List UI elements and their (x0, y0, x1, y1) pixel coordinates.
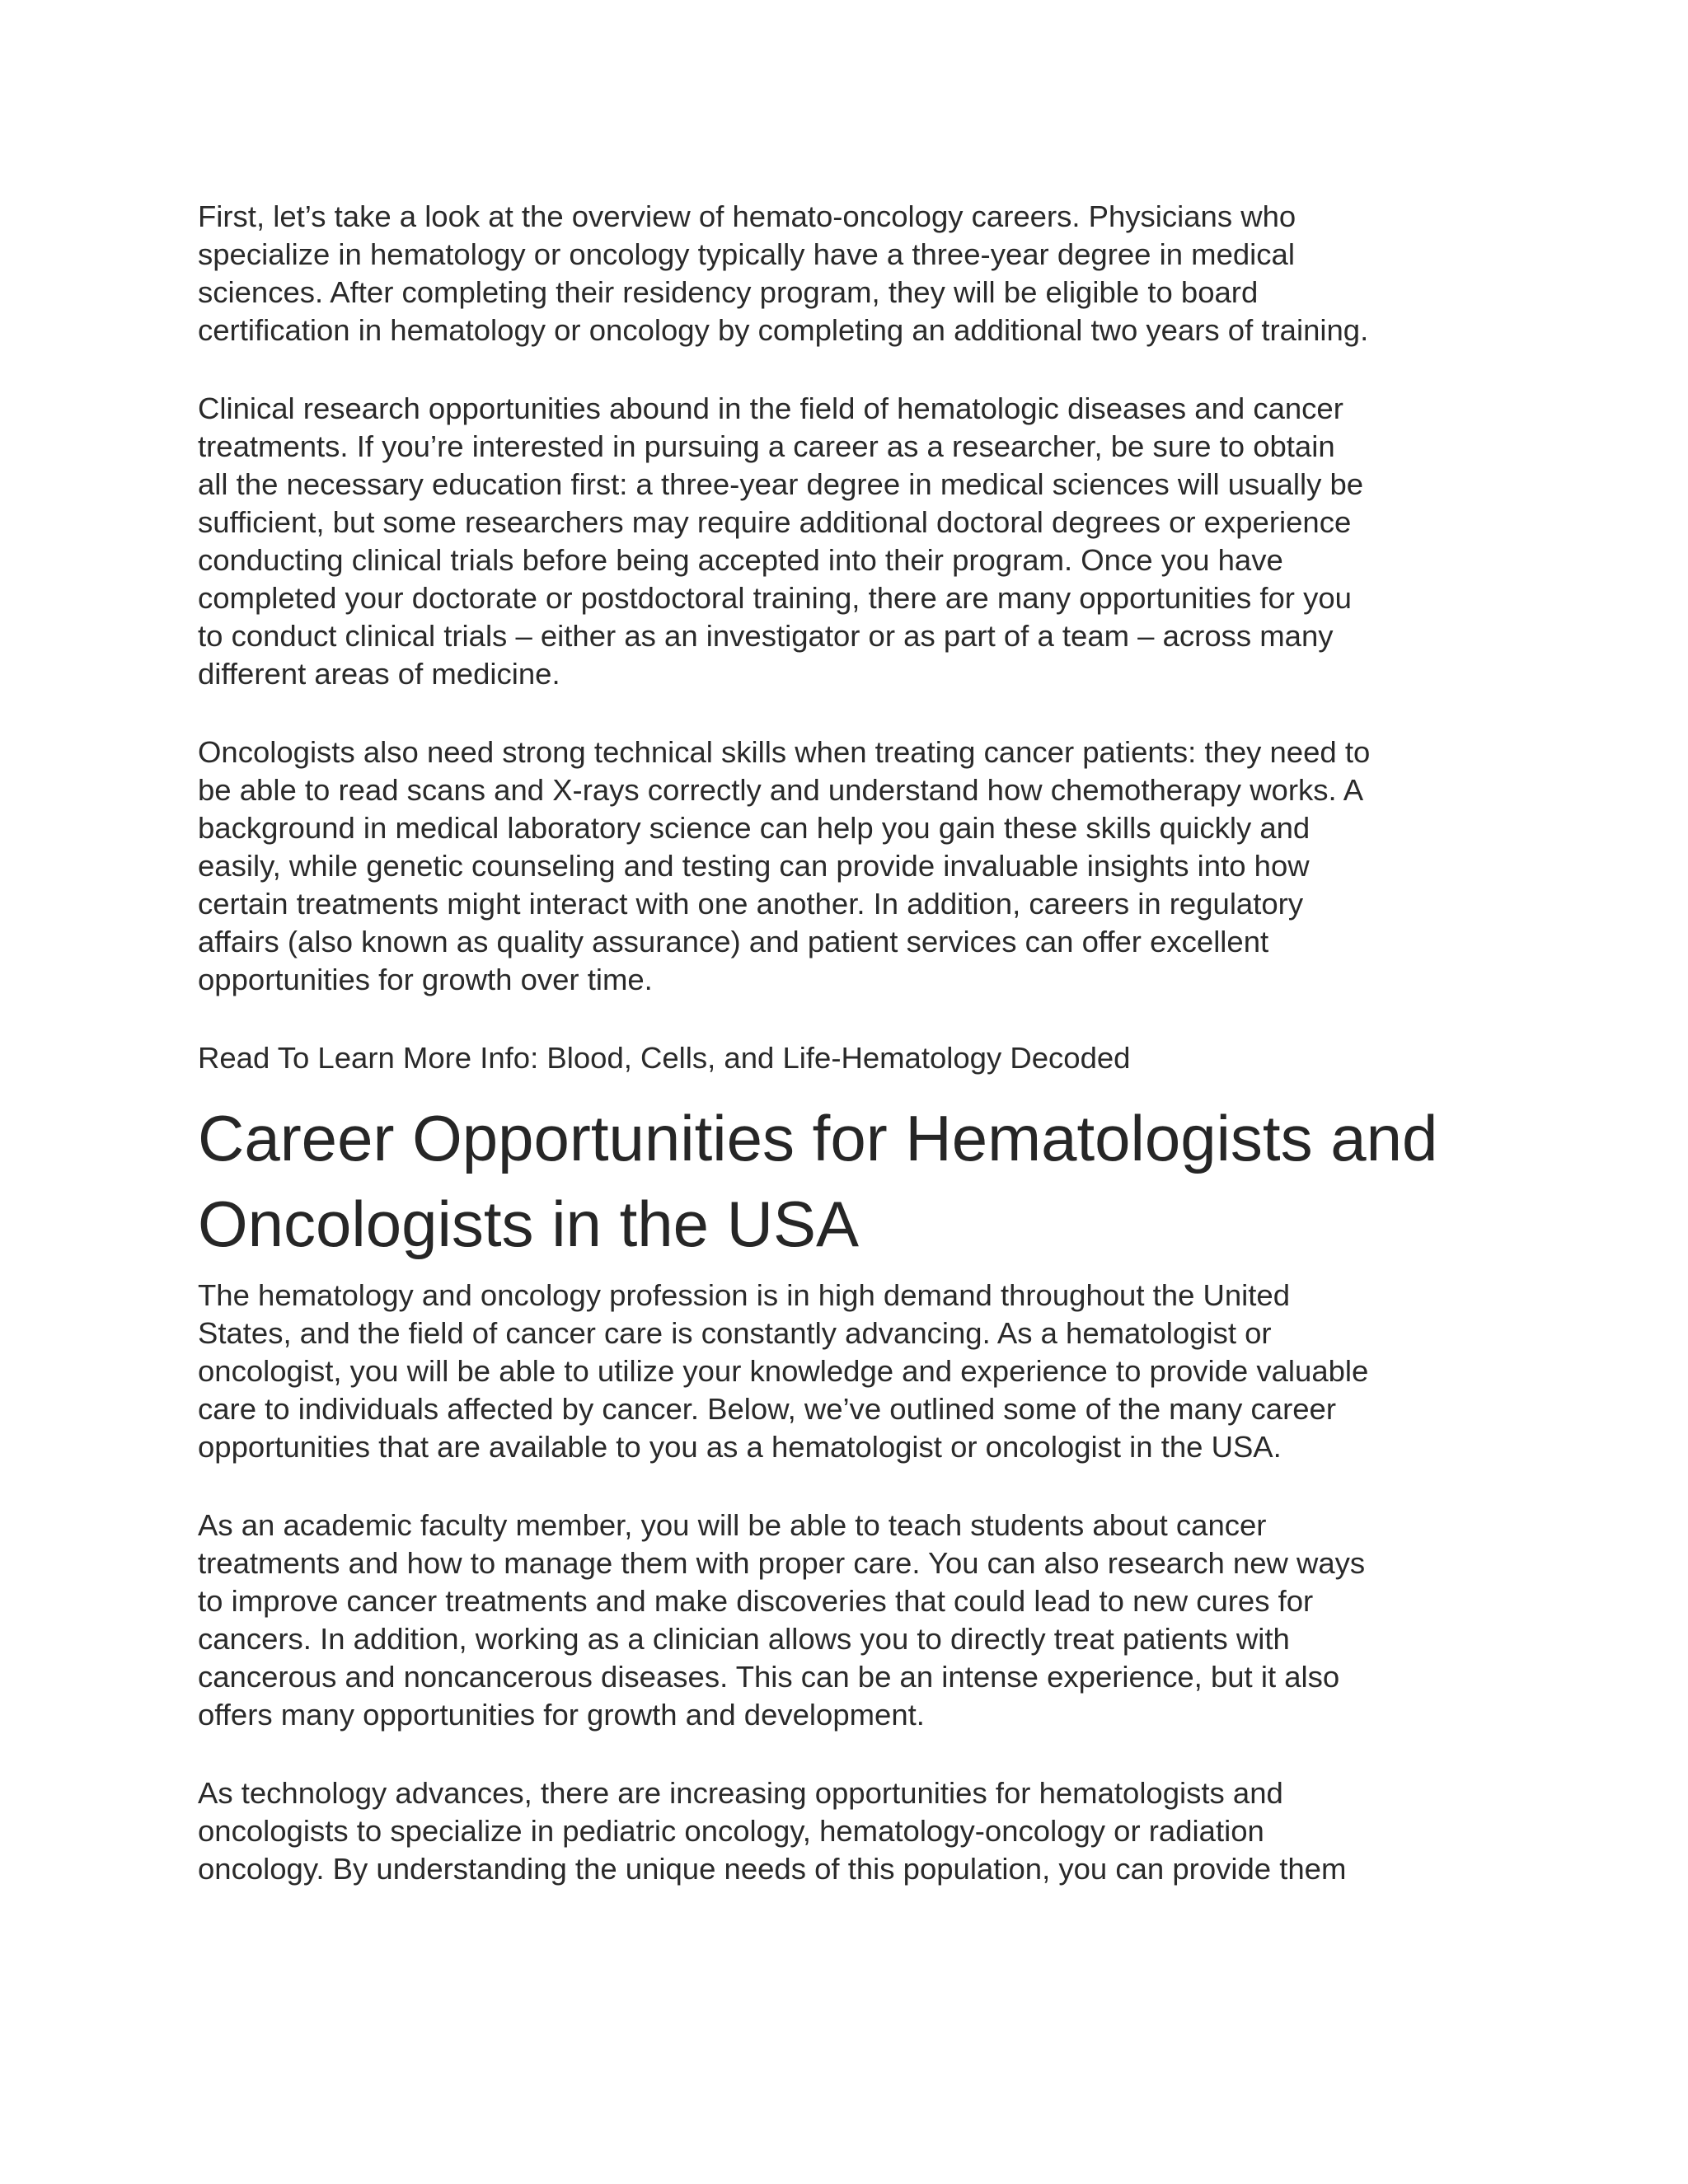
document-page (198, 198, 1500, 1888)
read-more-link[interactable]: Read To Learn More Info: Blood, Cells, and Life-Hematology Decoded (198, 1041, 1131, 1075)
section-heading: Career Opportunities for Hematologists and Oncologists in the USA (198, 1102, 1438, 1260)
paragraph-technical-skills: Oncologists also need strong technical skills when treating cancer patients: they need to be able to read scans and X-rays correctly and understand how chemotherapy works. A background in medical laboratory science can help you gain these skills quickly and easily, while genetic counseling and testing can provide invaluable insights into how certain treatments might interact with one another. In addition, careers in regulatory affairs (also known as quality assurance) and patient services can offer excellent opportunities for growth over time. (198, 735, 1371, 996)
paragraph-spacer (198, 1734, 1500, 1774)
paragraph-clinical-research: Clinical research opportunities abound in the field of hematologic diseases and cancer treatments. If you’re interested in pursuing a career as a researcher, be sure to obtain all the necessary education first: a three-year degree in medical sciences will usually be sufficient, but some researchers may require additional doctoral degrees or experience conducting clinical trials before being accepted into their program. Once you have completed your doctorate or postdoctoral training, there are many opportunities for you to conduct clinical trials – either as an investigator or as part of a team – across many different areas of medicine. (198, 391, 1364, 691)
paragraph-spacer (198, 1466, 1500, 1507)
paragraph-spacer (198, 693, 1500, 733)
paragraph-overview: First, let’s take a look at the overview of hemato-oncology careers. Physicians who specialize in hematology or oncology typically have a three-year degree in medical sciences. After completing their residency program, they will be eligible to board certification in hematology or oncology by completing an additional two years of training. (198, 199, 1369, 347)
paragraph-academic-faculty: As an academic faculty member, you will be able to teach students about cancer treatments and how to manage them with proper care. You can also research new ways to improve cancer treatments and make discoveries that could lead to new cures for cancers. In addition, working as a clinician allows you to directly treat patients with cancerous and noncancerous diseases. This can be an intense experience, but it also offers many opportunities for growth and development. (198, 1508, 1366, 1732)
paragraph-spacer (198, 349, 1500, 390)
section-heading-wrapper (198, 1077, 1500, 1277)
paragraph-technology-advances: As technology advances, there are increasing opportunities for hematologists and oncologists to specialize in pediatric oncology, hematology-oncology or radiation oncology. By understanding the unique needs of this population, you can provide them (198, 1776, 1347, 1886)
paragraph-demand: The hematology and oncology profession is in high demand throughout the United States, and the field of cancer care is constantly advancing. As a hematologist or oncologist, you will be able to utilize your knowledge and experience to provide valuable care to individuals affected by cancer. Below, we’ve outlined some of the many career opportunities that are available to you as a hematologist or oncologist in the USA. (198, 1278, 1369, 1464)
paragraph-spacer (198, 999, 1500, 1039)
